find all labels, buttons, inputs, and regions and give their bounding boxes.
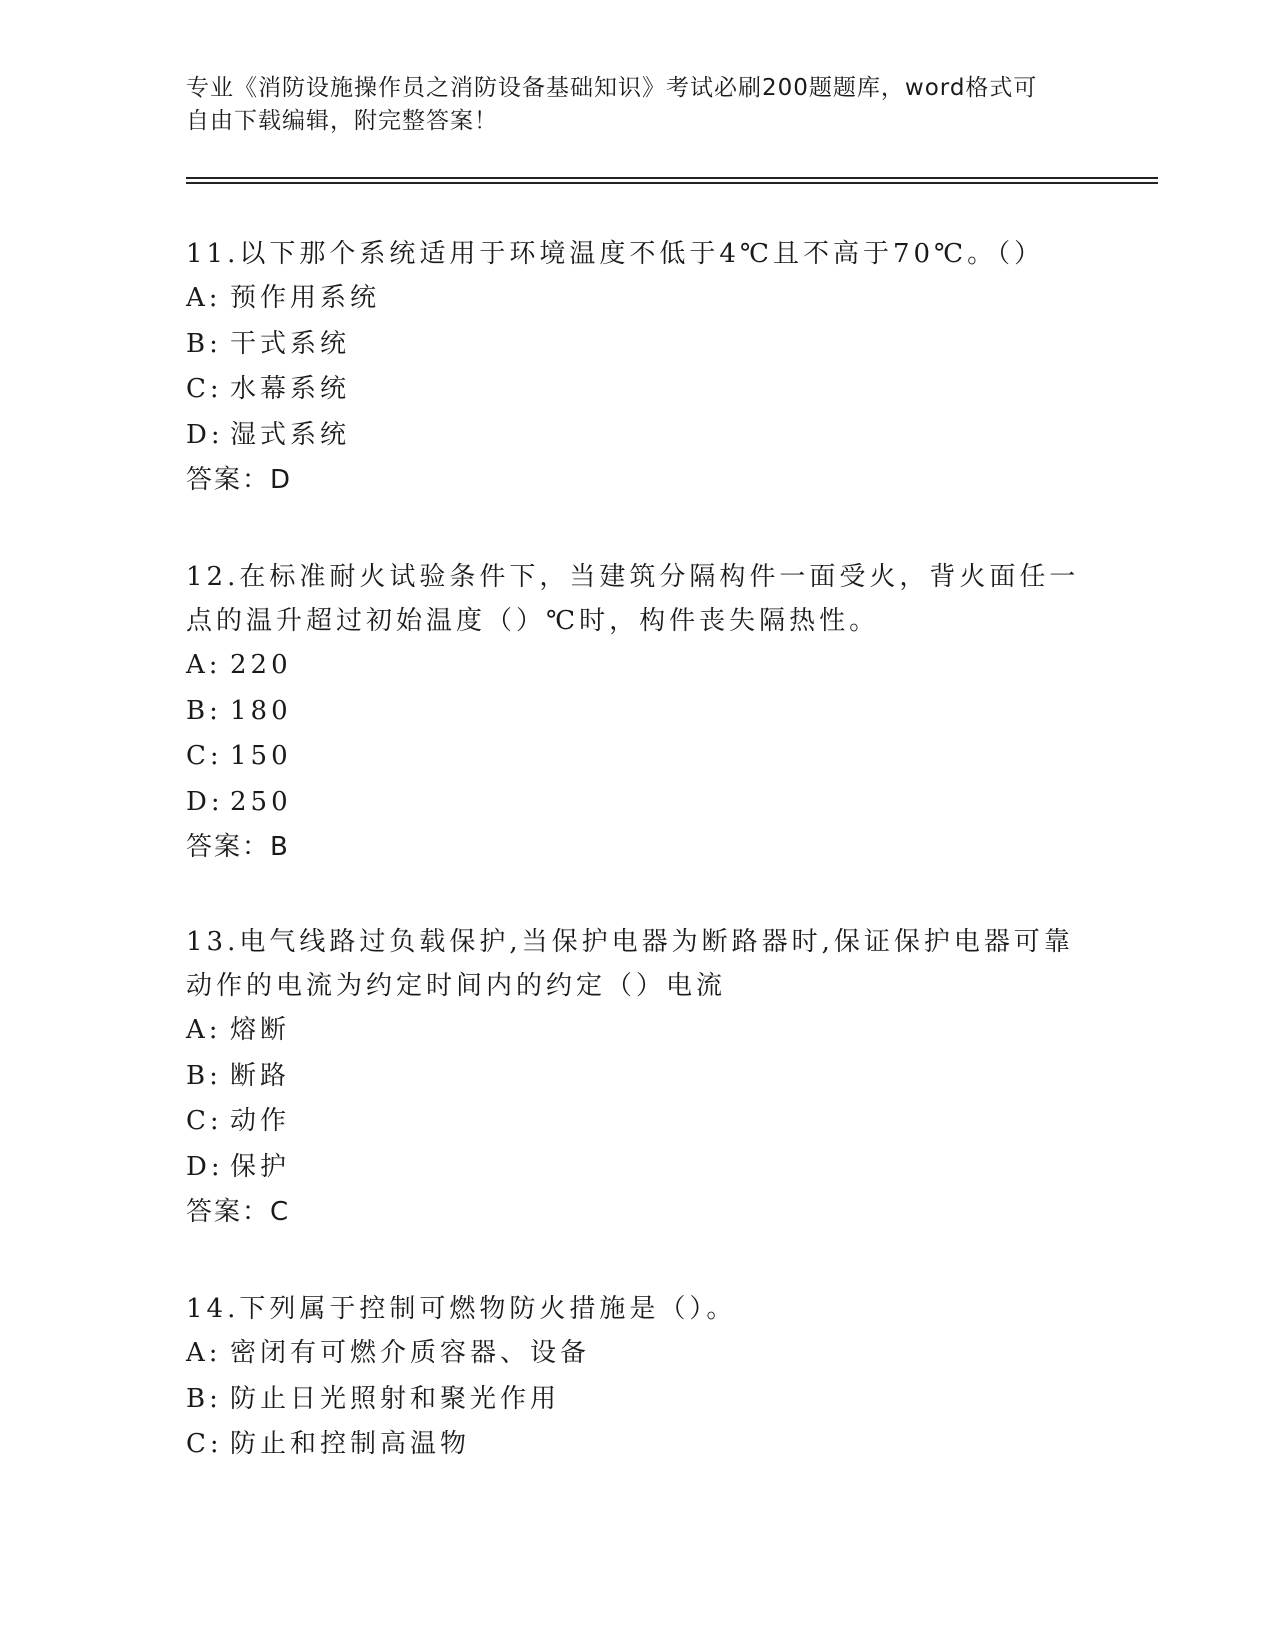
option-letter: D: xyxy=(186,786,224,817)
answer-label: 答案：C xyxy=(186,1197,291,1227)
question-stem: 13.电气线路过负载保护,当保护电器为断路器时,保证保护电器可靠动作的电流为约定时间内的约定（）电流 xyxy=(186,927,1074,1001)
option-b xyxy=(186,1377,1086,1423)
option-letter: C: xyxy=(186,1429,223,1459)
option-text: 250 xyxy=(230,786,292,817)
option-d xyxy=(186,780,1086,826)
option-a xyxy=(186,643,1086,689)
option-text: 熔断 xyxy=(230,1015,291,1045)
option-letter: A: xyxy=(186,1338,222,1368)
question-14 xyxy=(186,1287,1086,1468)
option-c xyxy=(186,1422,1086,1468)
option-text: 180 xyxy=(230,695,292,726)
option-letter: A: xyxy=(186,283,222,313)
option-c xyxy=(186,367,1086,413)
option-d xyxy=(186,1145,1086,1191)
question-stem: 14.下列属于控制可燃物防火措施是（）。 xyxy=(186,1294,737,1324)
option-letter: C: xyxy=(186,1106,223,1136)
option-letter: D: xyxy=(186,1151,224,1182)
question-12 xyxy=(186,555,1086,870)
option-a xyxy=(186,1008,1086,1054)
question-stem: 12.在标准耐火试验条件下，当建筑分隔构件一面受火，背火面任一点的温升超过初始温度（）℃时，构件丧失隔热性。 xyxy=(186,562,1080,636)
option-text: 断路 xyxy=(230,1060,291,1091)
option-a xyxy=(186,1331,1086,1377)
option-letter: B: xyxy=(186,695,222,726)
document-title: 专业《消防设施操作员之消防设备基础知识》考试必刷200题题库，word格式可 自由下载编辑，附完整答案！ xyxy=(186,75,1038,134)
answer-label: 答案：B xyxy=(186,832,290,862)
option-c xyxy=(186,1099,1086,1145)
option-text: 水幕系统 xyxy=(230,374,351,404)
question-13 xyxy=(186,920,1086,1235)
option-letter: C: xyxy=(186,741,223,771)
option-letter: B: xyxy=(186,328,222,359)
option-letter: B: xyxy=(186,1060,222,1091)
header-divider-bottom xyxy=(186,182,1158,184)
header-divider-top xyxy=(186,177,1158,179)
option-text: 防止和控制高温物 xyxy=(230,1429,471,1459)
option-letter: C: xyxy=(186,374,223,404)
option-text: 保护 xyxy=(230,1151,291,1182)
question-stem: 11.以下那个系统适用于环境温度不低于4℃且不高于70℃。（） xyxy=(186,239,1045,269)
option-text: 干式系统 xyxy=(230,328,351,359)
option-b xyxy=(186,689,1086,735)
option-b xyxy=(186,322,1086,368)
answer-label: 答案：D xyxy=(186,465,293,495)
option-text: 防止日光照射和聚光作用 xyxy=(230,1383,561,1414)
option-text: 湿式系统 xyxy=(230,419,351,450)
option-text: 动作 xyxy=(230,1106,291,1136)
option-letter: D: xyxy=(186,419,224,450)
option-letter: A: xyxy=(186,650,222,680)
option-letter: A: xyxy=(186,1015,222,1045)
option-text: 150 xyxy=(230,741,292,771)
option-text: 220 xyxy=(230,650,292,680)
option-a xyxy=(186,276,1086,322)
option-letter: B: xyxy=(186,1383,222,1414)
option-text: 预作用系统 xyxy=(230,283,381,313)
option-d xyxy=(186,413,1086,459)
option-c xyxy=(186,734,1086,780)
question-11 xyxy=(186,232,1086,503)
option-text: 密闭有可燃介质容器、设备 xyxy=(230,1338,591,1368)
option-b xyxy=(186,1054,1086,1100)
